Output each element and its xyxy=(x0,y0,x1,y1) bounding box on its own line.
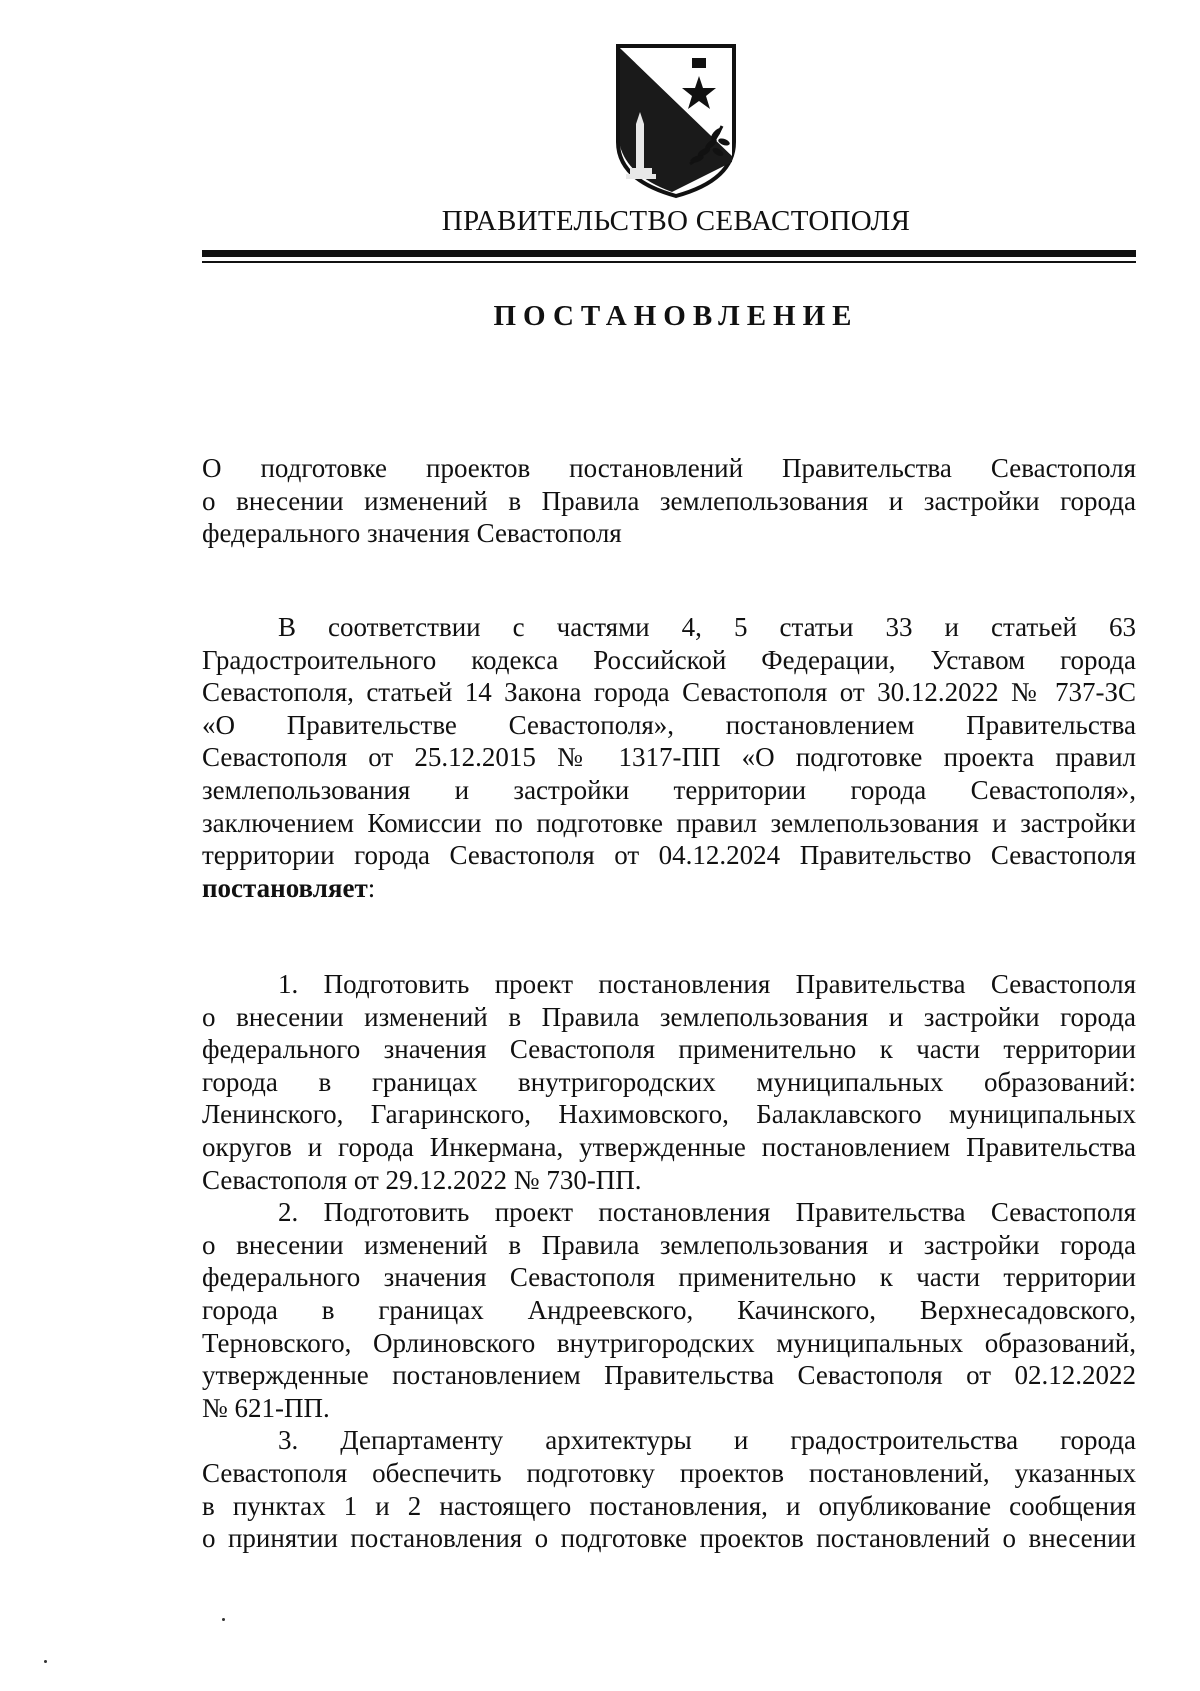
resolves-word: постановляет xyxy=(202,872,368,903)
decree-preamble xyxy=(202,611,1136,904)
item-1-line: города в границах внутригородских муниципальных образований: xyxy=(202,1066,1136,1097)
scan-speck xyxy=(222,1618,225,1621)
preamble-line: территории города Севастополя от 04.12.2024 Правительство Севастополя xyxy=(202,840,1136,871)
preamble-line: землепользования и застройки территории города Севастополя», xyxy=(202,774,1136,805)
decree-subject xyxy=(202,452,1136,550)
scan-speck xyxy=(44,1660,47,1663)
resolves-punctuation: : xyxy=(367,872,376,903)
item-2-line: федерального значения Севастополя применительно к части территории xyxy=(202,1262,1136,1293)
preamble-line: «О Правительстве Севастополя», постановлением Правительства xyxy=(202,709,1136,740)
decree-items xyxy=(202,968,1136,1555)
item-1-line: Ленинского, Гагаринского, Нахимовского, Балаклавского муниципальных xyxy=(202,1099,1136,1130)
item-1-line: округов и города Инкермана, утвержденные постановлением Правительства xyxy=(202,1131,1136,1162)
subject-line: О подготовке проектов постановлений Правительства Севастополя xyxy=(202,453,1136,483)
item-3-line: 3. Департаменту архитектуры и градостроительства города xyxy=(278,1425,1136,1456)
item-1-line: 1. Подготовить проект постановления Правительства Севастополя xyxy=(278,969,1136,999)
item-2-line: утвержденные постановлением Правительства Севастополя от 02.12.2022 xyxy=(202,1360,1136,1391)
resolves-line xyxy=(202,872,1136,905)
document-type-title: ПОСТАНОВЛЕНИЕ xyxy=(493,300,859,332)
item-3-line: о принятии постановления о подготовке проектов постановлений о внесении xyxy=(202,1523,1136,1554)
item-2-line: Терновского, Орлиновского внутригородских муниципальных образований, xyxy=(202,1327,1136,1358)
header-rule-thin xyxy=(202,261,1136,263)
item-3-line: Севастополя обеспечить подготовку проектов постановлений, указанных xyxy=(202,1457,1136,1488)
preamble-line: Севастополя, статьей 14 Закона города Севастополя от 30.12.2022 № 737-ЗС xyxy=(202,677,1136,708)
item-1-line: федерального значения Севастополя применительно к части территории xyxy=(202,1034,1136,1065)
subject-line: федерального значения Севастополя xyxy=(202,518,622,549)
item-2-line: 2. Подготовить проект постановления Правительства Севастополя xyxy=(278,1197,1136,1228)
item-1-line: Севастополя от 29.12.2022 № 730-ПП. xyxy=(202,1164,642,1195)
item-2-line: города в границах Андреевского, Качинского, Верхнесадовского, xyxy=(202,1294,1136,1325)
organization-title: ПРАВИТЕЛЬСТВО СЕВАСТОПОЛЯ xyxy=(441,205,911,237)
preamble-line: заключением Комиссии по подготовке правил землепользования и застройки xyxy=(202,807,1136,838)
preamble-line: В соответствии с частями 4, 5 статьи 33 и статьей 63 xyxy=(278,612,1136,642)
item-2-line: № 621-ПП. xyxy=(202,1392,330,1423)
item-3-line: в пунктах 1 и 2 настоящего постановления, и опубликование сообщения xyxy=(202,1490,1136,1521)
header-rule-thick xyxy=(202,250,1136,257)
preamble-line: Градостроительного кодекса Российской Федерации, Уставом города xyxy=(202,644,1136,675)
subject-line: о внесении изменений в Правила землепользования и застройки города xyxy=(202,485,1136,516)
coat-of-arms-emblem xyxy=(612,42,740,200)
preamble-line: Севастополя от 25.12.2015 № 1317-ПП «О подготовке проекта правил xyxy=(202,742,1136,773)
item-1-line: о внесении изменений в Правила землепользования и застройки города xyxy=(202,1001,1136,1032)
item-2-line: о внесении изменений в Правила землепользования и застройки города xyxy=(202,1229,1136,1260)
